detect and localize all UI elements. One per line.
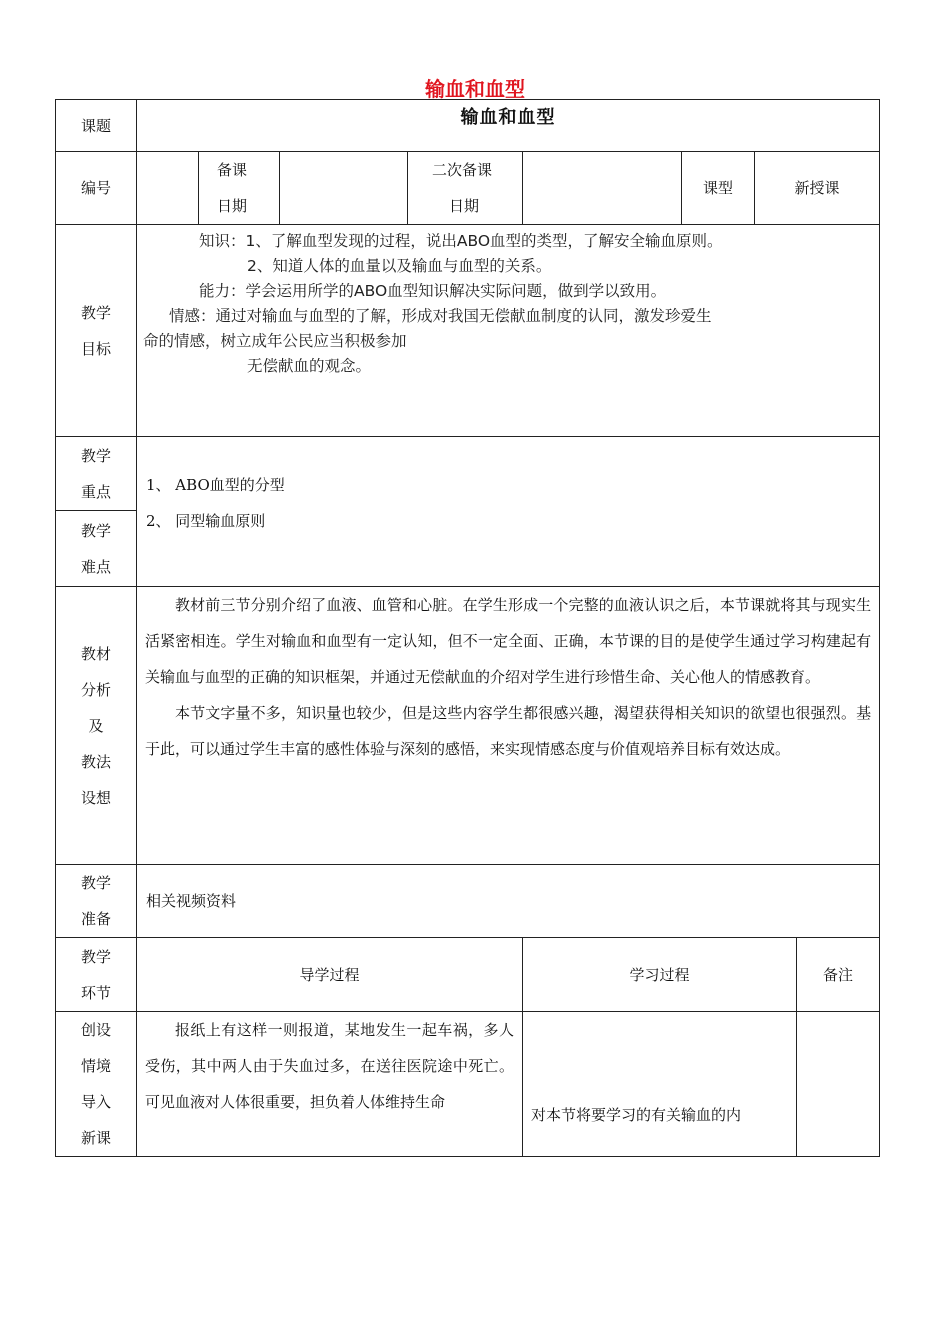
goal-emotion: 情感：通过对输血与血型的了解，形成对我国无偿献血制度的认同，激发珍爱生 [169,307,712,325]
intro-learn-text: 对本节将要学习的有关输血的内 [523,1012,797,1157]
goals-label: 教学 目标 [56,225,137,437]
goal-knowledge-2: 2、知道人体的血量以及输血与血型的关系。 [247,257,552,275]
topic-label: 课题 [56,100,137,152]
key-point-value: 1、 ABO血型的分型 [146,476,285,494]
topic-row [56,100,880,152]
process-header-row [56,938,880,1012]
learn-process-header: 学习过程 [523,938,797,1012]
difficult-points-label: 教学 难点 [56,511,137,587]
preparation-row [56,865,880,938]
goals-row [56,225,880,437]
lesson-type-value: 新授课 [755,152,880,225]
goal-emotion-end: 无偿献血的观念。 [247,357,372,375]
intro-row [56,1012,880,1157]
number-row [56,152,880,225]
goal-ability: 能力：学会运用所学的ABO血型知识解决实际问题，做到学以致用。 [199,282,667,300]
lesson-plan-table [55,99,880,1157]
analysis-label: 教材 分析 及 教法 设想 [56,587,137,865]
goal-knowledge-1: 知识：1、了解血型发现的过程，说出ABO血型的类型，了解安全输血原则。 [199,232,723,250]
intro-guide-text: 报纸上有这样一则报道，某地发生一起车祸，多人受伤，其中两人由于失血过多，在送往医院途中死亡。可见血液对人体很重要，担负着人体维持生命 [137,1012,523,1157]
analysis-content [137,587,880,865]
second-prep-date-label: 二次备课 日期 [408,152,523,225]
topic-value-cell [137,100,880,152]
preparation-value: 相关视频资料 [137,865,880,938]
number-label: 编号 [56,152,137,225]
second-prep-date-value [523,152,682,225]
goal-emotion-cont: 命的情感，树立成年公民应当积极参加 [143,332,407,350]
key-points-label: 教学 重点 [56,437,137,511]
lesson-type-label: 课型 [682,152,755,225]
guide-process-header: 导学过程 [137,938,523,1012]
analysis-paragraph-1: 教材前三节分别介绍了血液、血管和心脏。在学生形成一个完整的血液认识之后，本节课就将其与现实生活紧密相连。学生对输血和血型有一定认知，但不一定全面、正确，本节课的目的是使学生通过学习构建起有关输血与血型的正确的知识框架，并通过无偿献血的介绍对学生进行珍惜生命、关心他人的情感教育。 [145,596,872,686]
analysis-paragraph-2: 本节文字量不多，知识量也较少，但是这些内容学生都很感兴趣，渴望获得相关知识的欲望也很强烈。基于此，可以通过学生丰富的感性体验与深刻的感悟，来实现情感态度与价值观培养目标有效达成。 [145,704,872,758]
prep-date-label: 备课 日期 [199,152,280,225]
preparation-label: 教学 准备 [56,865,137,938]
notes-header: 备注 [797,938,880,1012]
points-content [137,437,880,587]
intro-label: 创设 情境 导入 新课 [56,1012,137,1157]
difficult-point-value: 2、 同型输血原则 [146,512,266,530]
process-label: 教学 环节 [56,938,137,1012]
page-title: 输血和血型 [425,77,525,101]
key-points-row [56,437,880,511]
goals-content [137,225,880,437]
topic-value: 输血和血型 [460,107,556,128]
intro-notes [797,1012,880,1157]
prep-date-value [280,152,408,225]
analysis-row [56,587,880,865]
number-value [137,152,199,225]
